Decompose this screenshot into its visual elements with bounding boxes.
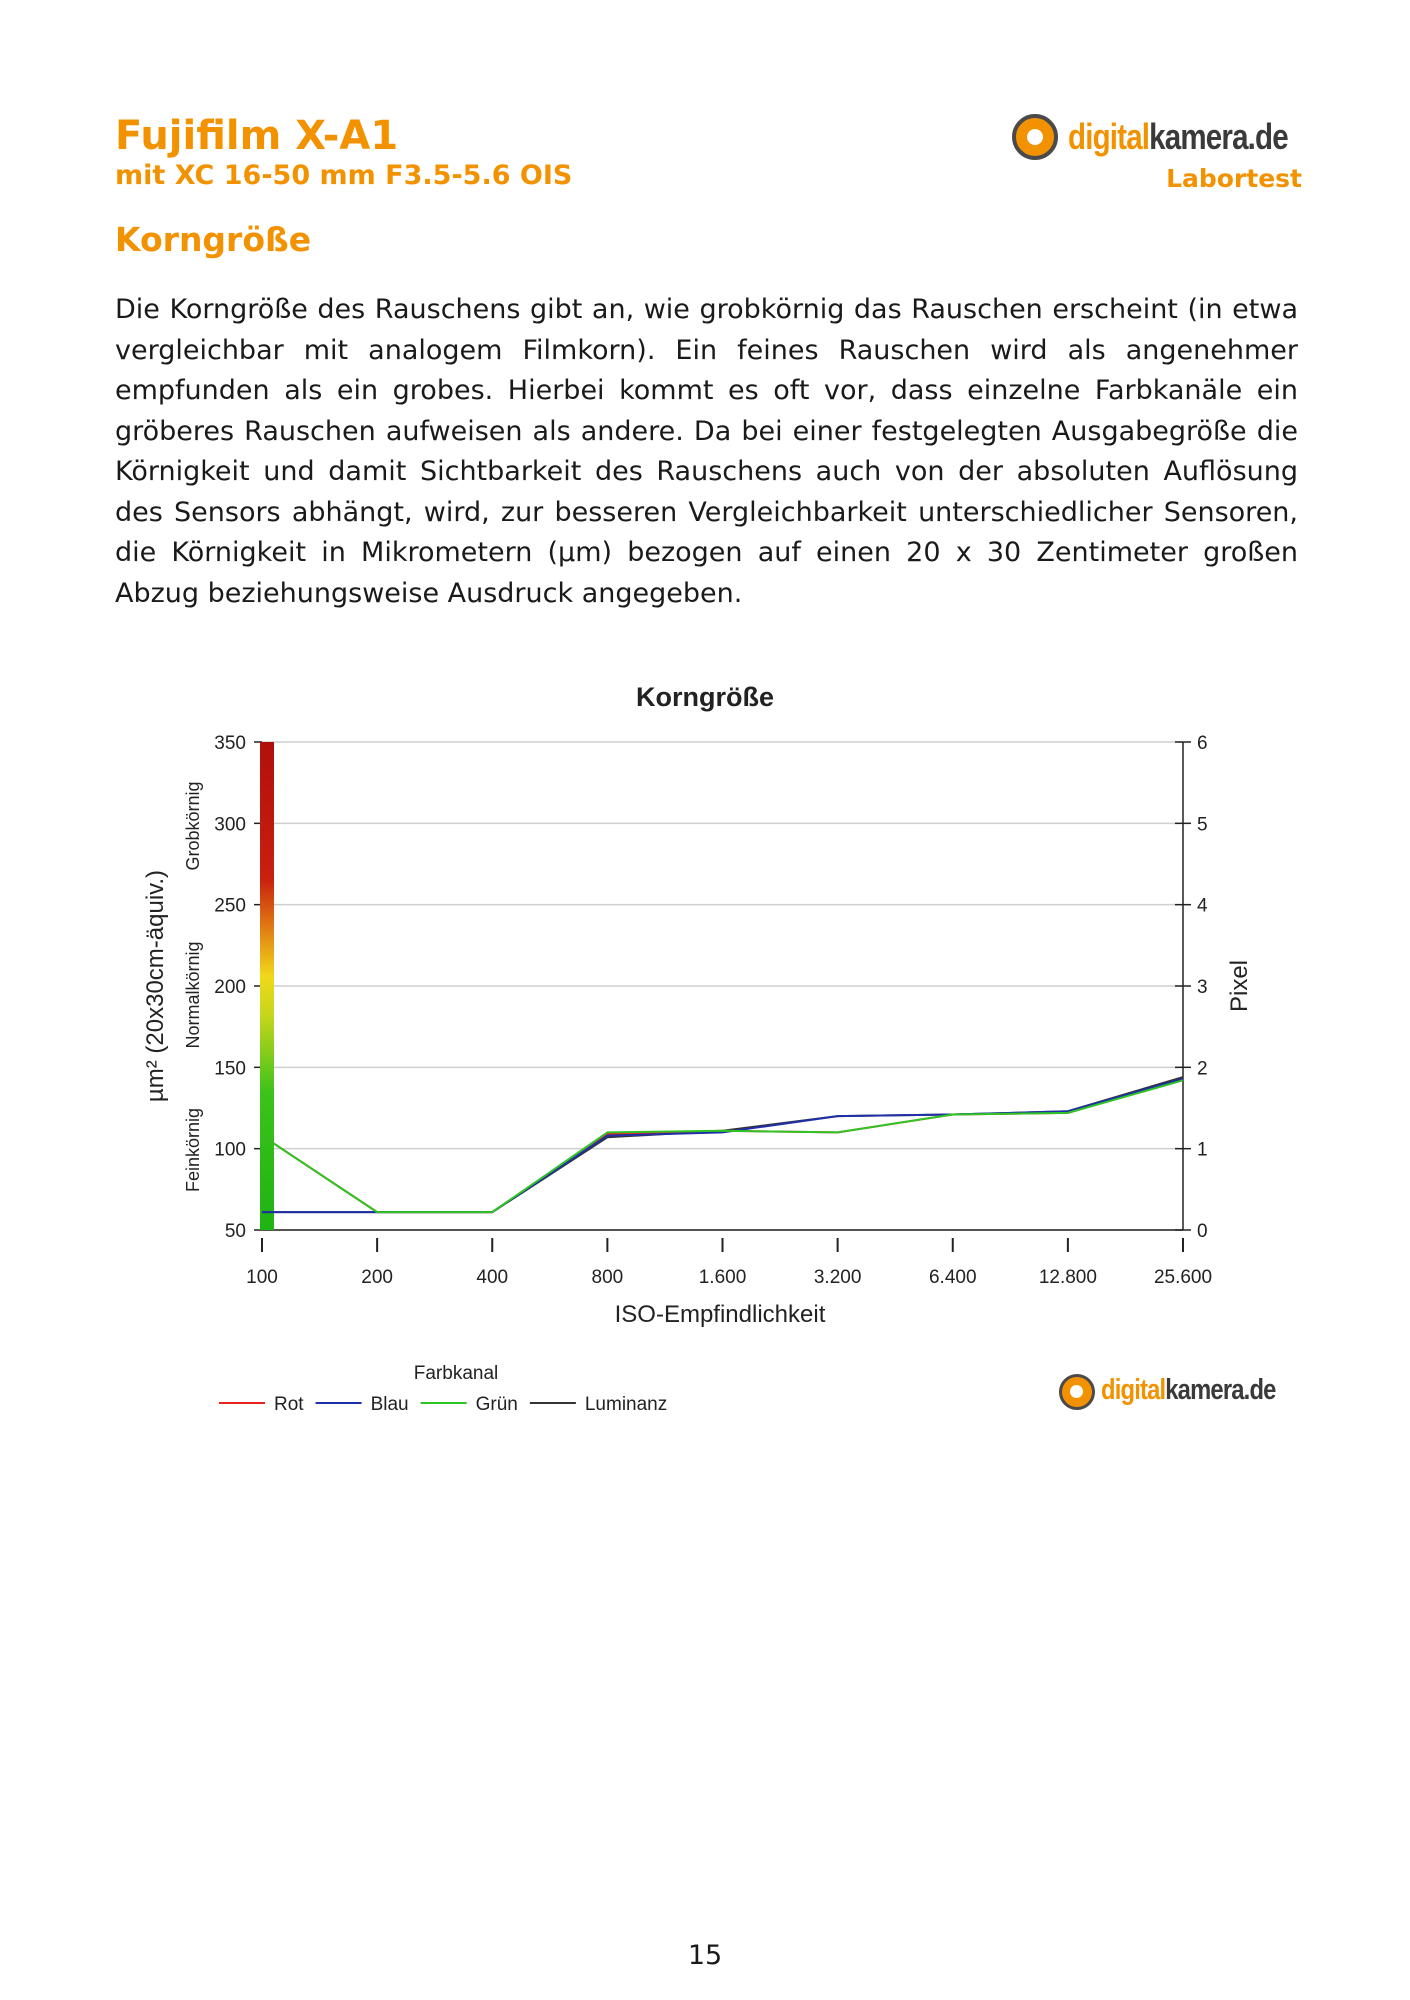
x-tick-label: 200 <box>361 1267 393 1288</box>
logo-wordmark <box>1101 1374 1276 1407</box>
y-right-tick-label: 6 <box>1197 733 1208 754</box>
y-tick-label: 350 <box>214 733 246 754</box>
x-tick-label: 25.600 <box>1153 1267 1213 1288</box>
y-tick-label: 150 <box>214 1058 246 1080</box>
legend-label-rot: Rot <box>274 1394 304 1415</box>
series-line-rot <box>262 1079 1183 1212</box>
y-right-tick-label: 3 <box>1197 977 1208 998</box>
x-tick-label: 1.600 <box>698 1267 747 1288</box>
series-line-luminanz <box>262 1077 1183 1212</box>
grain-scale-bar <box>260 742 274 1230</box>
y-right-tick-label: 0 <box>1197 1221 1208 1242</box>
logo-part-digital: digital <box>1101 1374 1166 1406</box>
y-right-tick-label: 1 <box>1197 1139 1208 1161</box>
chart-title: Korngröße <box>636 682 774 712</box>
zone-label: Feinkörnig <box>183 1107 203 1193</box>
zone-label: Grobkörnig <box>183 781 203 871</box>
page-number: 15 <box>687 1940 723 1971</box>
page-title: Fujifilm X-A1 <box>115 113 399 159</box>
page-subtitle: mit XC 16-50 mm F3.5-5.6 OIS <box>115 160 573 191</box>
logo-labortest: Labortest <box>1166 164 1302 193</box>
series-line-blau <box>262 1079 1183 1212</box>
y-right-axis-label: Pixel <box>1226 959 1253 1013</box>
logo-part-kamera: kamera.de <box>1149 116 1288 157</box>
zone-label: Normalkörnig <box>183 941 203 1049</box>
legend-title: Farbkanal <box>413 1363 499 1384</box>
y-tick-label: 200 <box>214 977 246 998</box>
y-right-tick-label: 4 <box>1197 895 1208 917</box>
y-tick-label: 50 <box>224 1221 246 1242</box>
y-axis-label: µm² (20x30cm-äquiv.) <box>142 869 169 1103</box>
logo-part-digital: digital <box>1068 116 1150 157</box>
y-tick-label: 300 <box>214 814 246 836</box>
x-tick-label: 6.400 <box>928 1267 977 1288</box>
x-tick-label: 3.200 <box>813 1267 862 1288</box>
section-heading: Korngröße <box>115 220 312 259</box>
x-tick-label: 800 <box>591 1267 624 1288</box>
legend-label-blau: Blau <box>370 1394 409 1415</box>
digitalkamera-logo-footer <box>1059 1372 1276 1412</box>
legend-label-grün: Grün <box>475 1394 518 1415</box>
legend-label-luminanz: Luminanz <box>584 1394 668 1415</box>
x-tick-label: 100 <box>246 1267 278 1288</box>
logo-part-kamera: kamera.de <box>1165 1374 1276 1406</box>
series-line-grün <box>262 1080 1183 1212</box>
y-right-tick-label: 5 <box>1197 814 1208 836</box>
y-tick-label: 100 <box>214 1139 246 1161</box>
intro-paragraph: Die Korngröße des Rauschens gibt an, wie grobkörnig das Rauschen erscheint (in etwa vergleichbar mit analogem Filmkorn). Ein feines Rauschen wird als angenehmer empfunden als ein grobes. Hierbei kommt es oft vor, dass einzelne Farbkanäle ein gröberes Rauschen aufweisen als andere. Da bei einer festgelegten Ausgabegröße die Körnigkeit und damit Sichtbarkeit des Rauschens auch von der absoluten Auflösung des Sensors abhängt, wird, zur besseren Vergleichbarkeit unterschiedlicher Sensoren, die Körnigkeit in Mikrometern (µm) bezogen auf einen 20 x 30 Zentimeter großen Abzug beziehungsweise Ausdruck angegeben. <box>115 294 1298 609</box>
x-tick-label: 400 <box>476 1267 509 1288</box>
y-tick-label: 250 <box>214 895 246 917</box>
y-right-tick-label: 2 <box>1197 1058 1208 1080</box>
x-axis-label: ISO-Empfindlichkeit <box>614 1301 826 1328</box>
x-tick-label: 12.800 <box>1038 1267 1097 1288</box>
logo-d-icon <box>1059 1374 1095 1410</box>
